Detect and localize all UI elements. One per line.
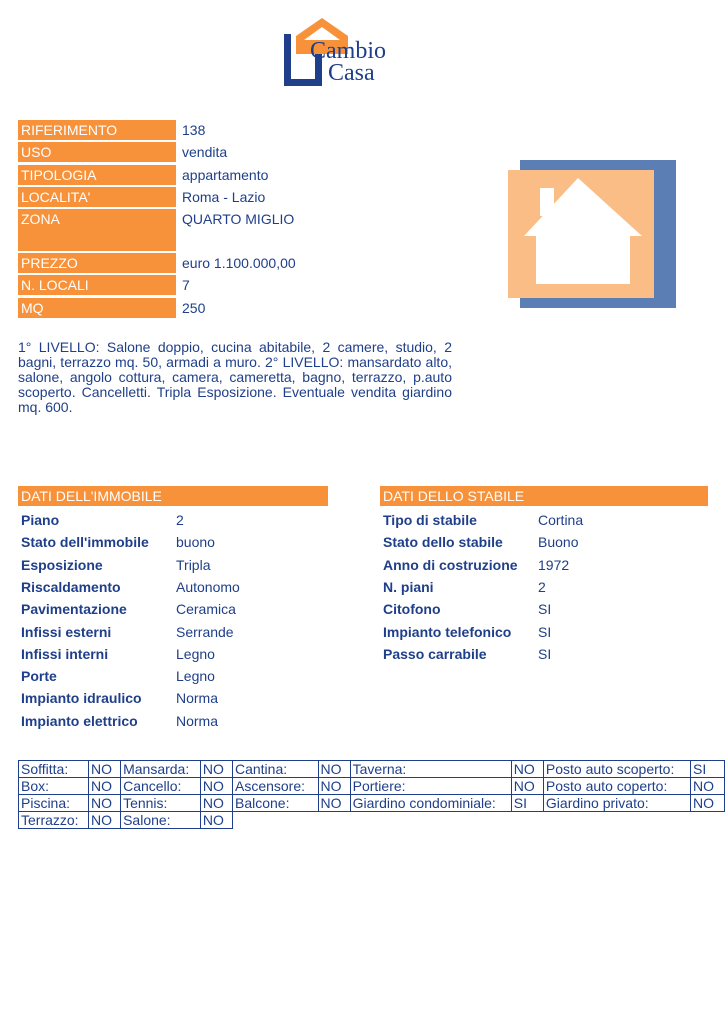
feature-value: NO xyxy=(691,795,725,812)
listing-row xyxy=(18,298,318,318)
detail-key: Stato dell'immobile xyxy=(21,534,149,551)
feature-value: NO xyxy=(318,778,350,795)
detail-value: 2 xyxy=(176,512,184,528)
features-row xyxy=(19,778,725,795)
listing-label: LOCALITA' xyxy=(18,187,176,207)
feature-label: Terrazzo: xyxy=(19,812,89,829)
listing-row xyxy=(18,142,318,162)
immobile-detail-row xyxy=(21,510,321,530)
immobile-detail-row xyxy=(21,532,321,552)
feature-value: NO xyxy=(200,778,232,795)
listing-label: RIFERIMENTO xyxy=(18,120,176,140)
listing-label: N. LOCALI xyxy=(18,275,176,295)
feature-label: Piscina: xyxy=(19,795,89,812)
feature-label: Cancello: xyxy=(121,778,201,795)
feature-value: NO xyxy=(318,761,350,778)
listing-row xyxy=(18,275,318,295)
stabile-detail-row xyxy=(383,555,683,575)
feature-value: SI xyxy=(691,761,725,778)
listing-value: 138 xyxy=(182,122,206,138)
logo-line2: Casa xyxy=(328,60,375,86)
feature-value: NO xyxy=(511,761,543,778)
feature-value: NO xyxy=(88,812,120,829)
detail-key: Passo carrabile xyxy=(383,645,487,662)
feature-value: NO xyxy=(511,778,543,795)
detail-value: buono xyxy=(176,534,215,551)
listing-value: Roma - Lazio xyxy=(182,189,266,205)
feature-value: NO xyxy=(88,795,120,812)
immobile-detail-row xyxy=(21,599,321,619)
feature-value: SI xyxy=(511,795,543,812)
feature-value: NO xyxy=(88,778,120,795)
detail-key: Impianto telefonico xyxy=(383,623,512,640)
feature-label: Giardino privato: xyxy=(543,795,690,812)
detail-value: Serrande xyxy=(176,623,234,640)
immobile-detail-row xyxy=(21,644,321,664)
detail-key: Impianto idraulico xyxy=(21,690,142,707)
detail-value: Norma xyxy=(176,690,219,707)
listing-row xyxy=(18,187,318,207)
house-placeholder-icon xyxy=(496,158,678,310)
detail-value: SI xyxy=(538,623,552,640)
listing-label: USO xyxy=(18,142,176,162)
immobile-detail-row xyxy=(21,688,321,708)
feature-value: NO xyxy=(200,761,232,778)
detail-key: Stato dello stabile xyxy=(383,534,503,551)
listing-value: vendita xyxy=(182,144,228,160)
detail-value: SI xyxy=(538,601,552,618)
listing-description: 1° LIVELLO: Salone doppio, cucina abitabile, 2 camere, studio, 2 bagni, terrazzo mq. 50, armadi a muro. 2° LIVELLO: mansardato alto, salone, angolo cottura, camera, cameretta, bagno, terrazzo, p.auto scoperto. Cancelletti. Tripla Esposizione. Eventuale vendita giardino mq. 600. xyxy=(18,339,452,415)
feature-value: NO xyxy=(88,761,120,778)
detail-value: Legno xyxy=(176,645,215,662)
feature-label: Portiere: xyxy=(350,778,511,795)
features-row xyxy=(19,812,725,829)
listing-value: 7 xyxy=(182,277,190,293)
detail-key: Esposizione xyxy=(21,556,103,573)
detail-value: 1972 xyxy=(538,556,570,573)
detail-value: Norma xyxy=(176,712,219,729)
stabile-detail-row xyxy=(383,622,683,642)
feature-value: NO xyxy=(691,778,725,795)
stabile-detail-row xyxy=(383,510,683,530)
listing-label: ZONA xyxy=(18,209,176,251)
listing-value: 250 xyxy=(182,300,206,316)
feature-label: Salone: xyxy=(121,812,201,829)
features-table xyxy=(18,760,725,829)
detail-key: Anno di costruzione xyxy=(383,556,518,573)
listing-value: euro 1.100.000,00 xyxy=(182,255,296,271)
detail-value: Cortina xyxy=(538,512,584,528)
feature-label: Ascensore: xyxy=(232,778,318,795)
feature-label: Posto auto scoperto: xyxy=(543,761,690,778)
detail-key: Piano xyxy=(21,512,60,528)
feature-label: Giardino condominiale: xyxy=(350,795,511,812)
feature-label: Soffitta: xyxy=(19,761,89,778)
listing-row xyxy=(18,253,318,273)
detail-value: Legno xyxy=(176,668,215,685)
listing-label: PREZZO xyxy=(18,253,176,273)
feature-label: Mansarda: xyxy=(121,761,201,778)
listing-row xyxy=(18,120,318,140)
detail-value: Tripla xyxy=(176,556,211,573)
feature-value: NO xyxy=(200,812,232,829)
listing-value: appartamento xyxy=(182,167,269,183)
detail-value: SI xyxy=(538,645,552,662)
listing-row xyxy=(18,165,318,185)
stabile-detail-row xyxy=(383,577,683,597)
features-row xyxy=(19,795,725,812)
immobile-detail-row xyxy=(21,711,321,731)
feature-label: Posto auto coperto: xyxy=(543,778,690,795)
detail-key: Infissi interni xyxy=(21,645,109,662)
listing-row xyxy=(18,209,318,251)
feature-label: Taverna: xyxy=(350,761,511,778)
detail-key: N. piani xyxy=(383,578,434,595)
immobile-detail-row xyxy=(21,622,321,642)
detail-value: Autonomo xyxy=(176,578,240,595)
detail-key: Riscaldamento xyxy=(21,578,121,595)
detail-key: Impianto elettrico xyxy=(21,712,138,729)
listing-label: TIPOLOGIA xyxy=(18,165,176,185)
listing-value: QUARTO MIGLIO xyxy=(182,211,295,227)
feature-value: NO xyxy=(200,795,232,812)
immobile-detail-row xyxy=(21,555,321,575)
detail-key: Tipo di stabile xyxy=(383,512,477,528)
detail-key: Infissi esterni xyxy=(21,623,112,640)
feature-label: Box: xyxy=(19,778,89,795)
feature-label: Tennis: xyxy=(121,795,201,812)
feature-label: Balcone: xyxy=(232,795,318,812)
features-row xyxy=(19,761,725,778)
immobile-detail-row xyxy=(21,577,321,597)
immobile-detail-row xyxy=(21,666,321,686)
logo-line1: Cambio xyxy=(310,38,386,64)
feature-value: NO xyxy=(318,795,350,812)
detail-key: Porte xyxy=(21,668,57,685)
cambio-casa-logo xyxy=(282,14,422,90)
stabile-section-header: DATI DELLO STABILE xyxy=(380,486,708,506)
immobile-section-header: DATI DELL'IMMOBILE xyxy=(18,486,328,506)
stabile-detail-row xyxy=(383,644,683,664)
feature-label: Cantina: xyxy=(232,761,318,778)
detail-value: Ceramica xyxy=(176,601,236,618)
detail-value: Buono xyxy=(538,534,579,551)
stabile-detail-row xyxy=(383,599,683,619)
listing-label: MQ xyxy=(18,298,176,318)
stabile-detail-row xyxy=(383,532,683,552)
detail-value: 2 xyxy=(538,578,546,595)
detail-key: Pavimentazione xyxy=(21,601,127,618)
detail-key: Citofono xyxy=(383,601,441,618)
